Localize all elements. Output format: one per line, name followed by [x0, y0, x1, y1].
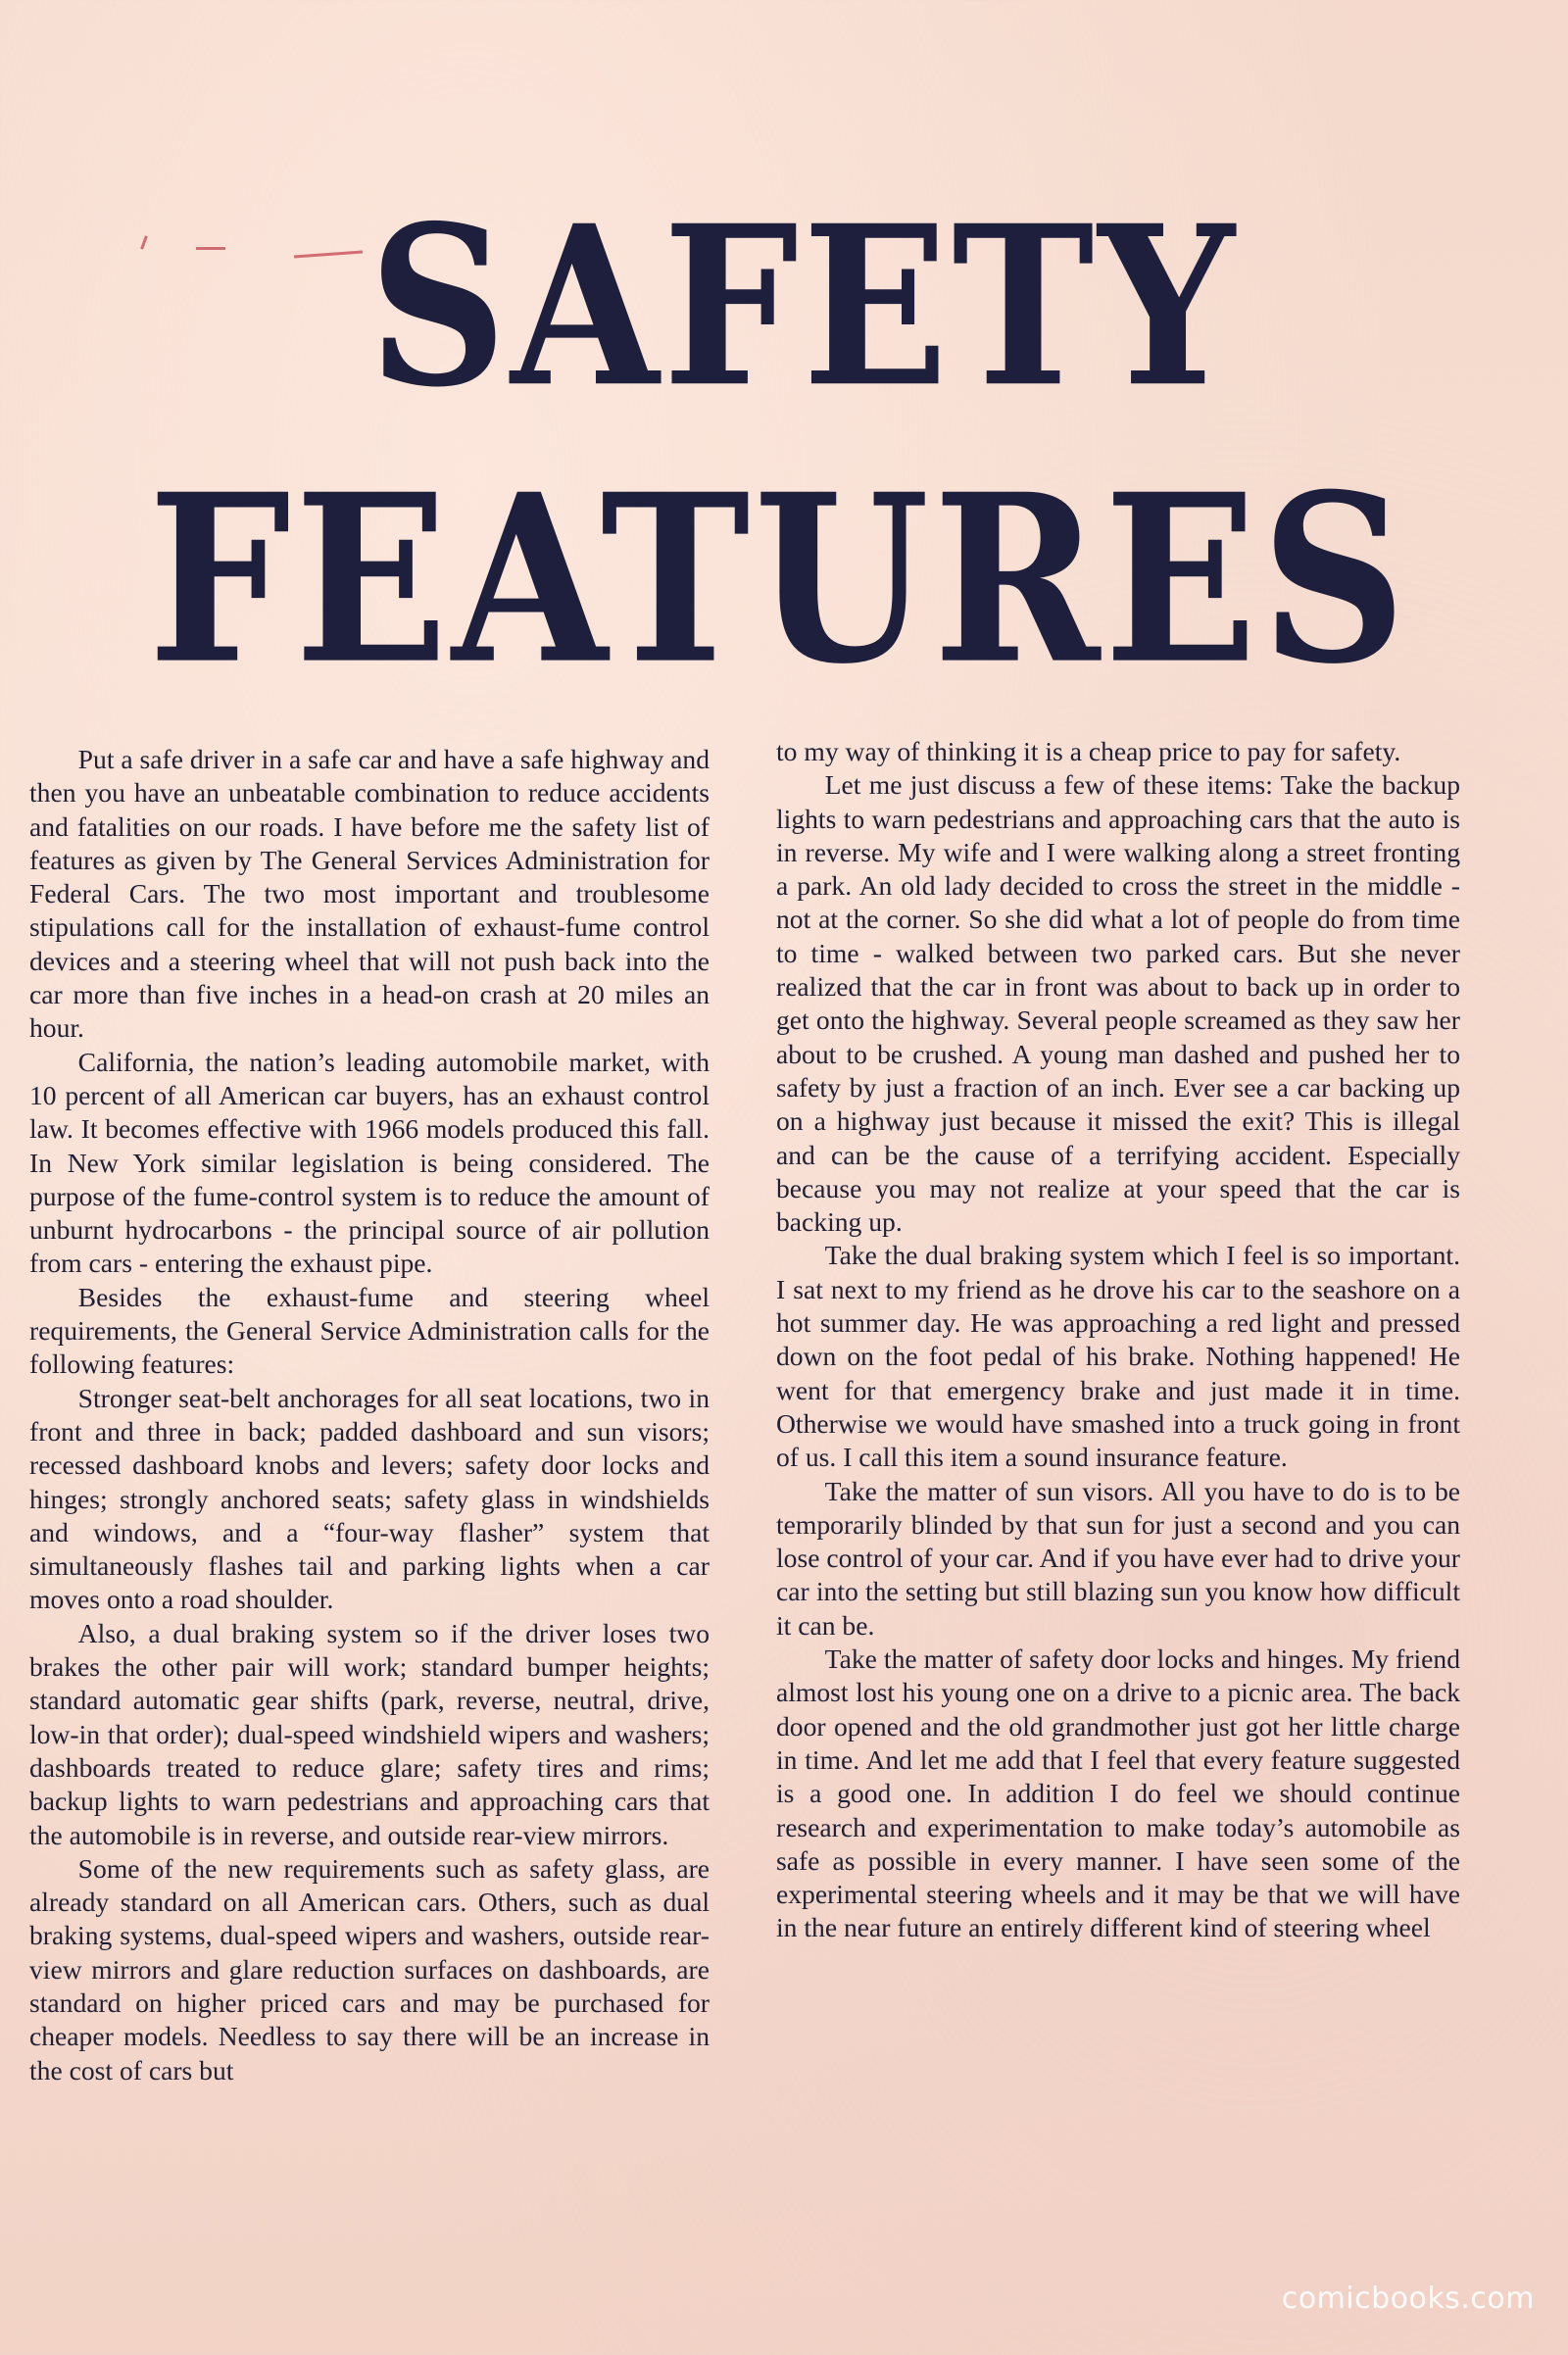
paragraph: Let me just discuss a few of these items: Take the backup lights to warn pedestrians and approaching cars that the auto is in reverse. My wife and I were walking along a street fronting a park. An old lady decided to cross the street in the middle - not at the corner. So she did what a lot of people do from time to time - walked between two parked cars. But she never realized that the car in front was about to back up in order to get onto the highway. Several people screamed as they saw her about to be crushed. A young man dashed and pushed her to safety by just a fraction of an inch. Ever see a car backing up on a highway just because it missed the exit? This is illegal and can be the cause of a terrifying accident. Especially because you may not realize at your speed that the car is backing up. [776, 769, 1460, 1238]
paragraph: Put a safe driver in a safe car and have a safe highway and then you have an unbeatable combination to reduce accidents and fatalities on our roads. I have before me the safety list of features as given by The General Services Administration for Federal Cars. The two most important and troublesome stipulations call for the installation of exhaust-fume control devices and a steering wheel that will not push back into the car more than five inches in a head-on crash at 20 miles an hour. [29, 744, 710, 1044]
left-column [29, 743, 710, 2087]
right-column [776, 735, 1460, 1945]
headline-line-2: FEATURES [148, 444, 1410, 715]
headline-line-1: SAFETY [368, 176, 1239, 436]
paragraph: Also, a dual braking system so if the driver loses two brakes the other pair will work; standard bumper heights; standard automatic gear shifts (park, reverse, neutral, drive, low-in that order); dual-speed windshield wipers and washers; dashboards treated to reduce glare; safety tires and rims; backup lights to warn pedestrians and approaching cars that the automobile is in reverse, and outside rear-view mirrors. [29, 1617, 710, 1850]
paragraph: Take the matter of sun visors. All you have to do is to be temporarily blinded by that sun for just a second and you can lose control of your car. And if you have ever had to drive your car into the setting but still blazing sun you know how difficult it can be. [776, 1475, 1460, 1641]
paragraph: California, the nation’s leading automobile market, with 10 percent of all American car buyers, has an exhaust control law. It becomes effective with 1966 models produced this fall. In New York similar legislation is being considered. The purpose of the fume-control system is to reduce the amount of unburnt hydrocarbons - the principal source of air pollution from cars - entering the exhaust pipe. [29, 1046, 710, 1279]
paragraph: Take the matter of safety door locks and hinges. My friend almost lost his young one on a drive to a picnic area. The back door opened and the old grandmother just got her little charge in time. And let me add that I feel that every feature suggested is a good one. In addition I do feel we should continue research and experimentation to make today’s automobile as safe as possible in every manner. I have seen some of the experimental steering wheels and it may be that we will have in the near future an entirely different kind of steering wheel [776, 1644, 1460, 1943]
paragraph: Some of the new requirements such as safety glass, are already standard on all American cars. Others, such as dual braking systems, dual-speed wipers and washers, outside rear-view mirrors and glare reduction surfaces on dashboards, are standard on higher priced cars and may be purchased for cheaper models. Needless to say there will be an increase in the cost of cars but [29, 1852, 710, 2085]
paragraph: Stronger seat-belt anchorages for all seat locations, two in front and three in back; padded dashboard and sun visors; recessed dashboard knobs and levers; safety door locks and hinges; strongly anchored seats; safety glass in windshields and windows, and a “four-way flasher” system that simultaneously flashes tail and parking lights when a car moves onto a road shoulder. [29, 1382, 710, 1615]
source-watermark: comicbooks.com [1281, 2281, 1535, 2316]
paragraph: to my way of thinking it is a cheap price to pay for safety. [776, 736, 1401, 766]
paragraph: Besides the exhaust-fume and steering wheel requirements, the General Service Administration calls for the following features: [29, 1281, 710, 1380]
paragraph: Take the dual braking system which I feel is so important. I sat next to my friend as he drove his car to the seashore on a hot summer day. He was approaching a red light and pressed down on the foot pedal of his brake. Nothing happened! He went for that emergency brake and just made it in time. Otherwise we would have smashed into a truck going in front of us. I call this item a sound insurance feature. [776, 1240, 1460, 1473]
